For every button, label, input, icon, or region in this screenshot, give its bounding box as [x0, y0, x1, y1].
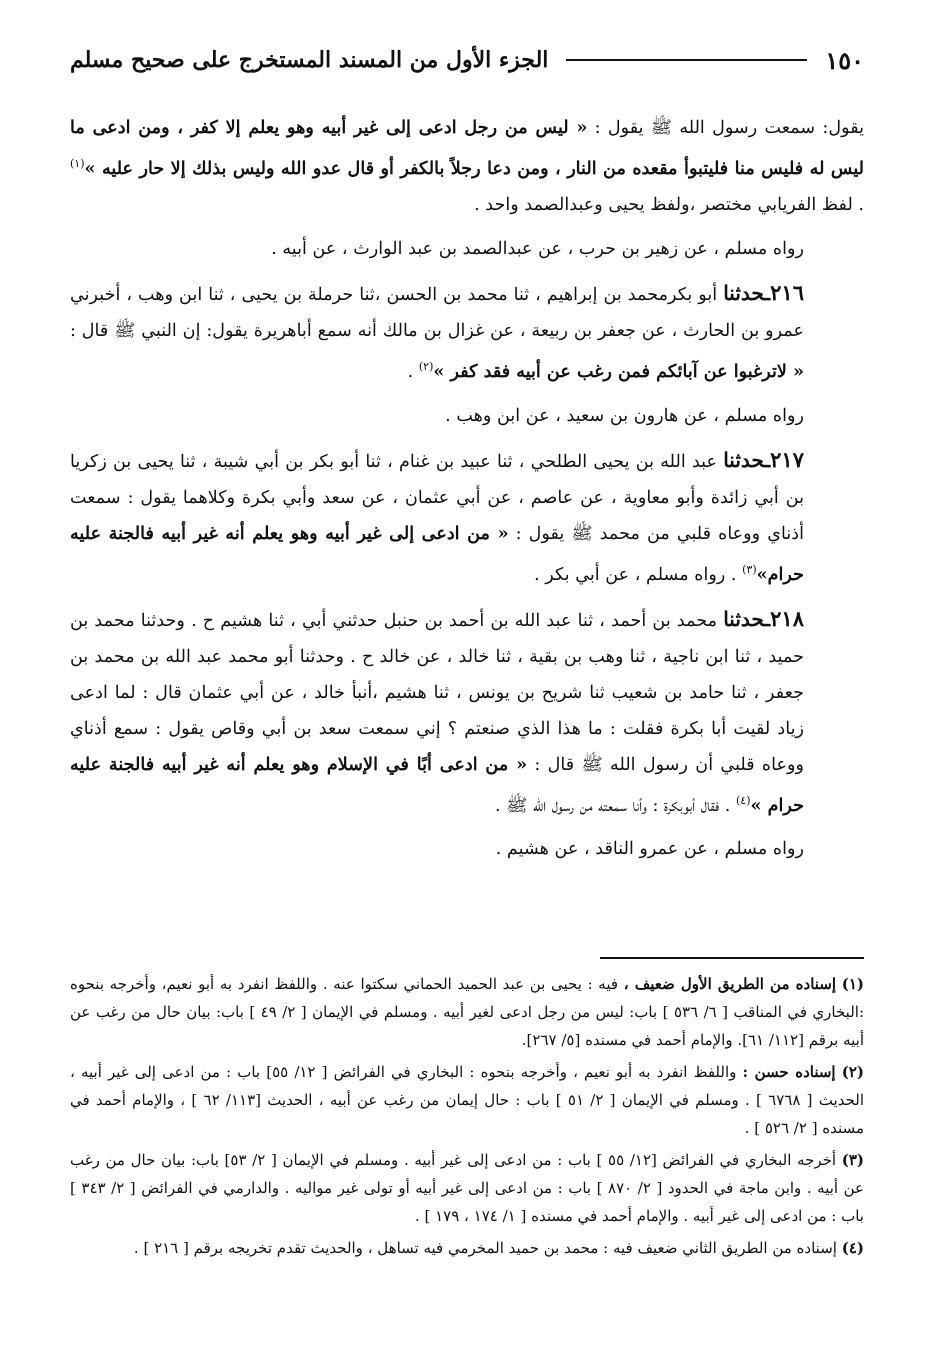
footnote-ref: (٢): [418, 359, 434, 373]
footnote-number: (٢): [841, 1063, 865, 1081]
riwayah-line: رواه مسلم ، عن هارون بن سعيد ، عن ابن وهب .: [445, 405, 804, 426]
footnote-3: [70, 1146, 864, 1230]
footnote-text: إسناده من الطريق الثاني ضعيف فيه : محمد بن حميد المخرمي فيه تساهل ، والحديث تقدم تخريجه برقم [ ٢١٦ ] .: [133, 1239, 837, 1257]
footnote-2: [70, 1058, 864, 1142]
text: . لفظ الفريابي مختصر ،ولفظ يحيى وعبدالصمد واحد .: [474, 194, 864, 215]
hadith-matn: « ليس من رجل ادعى إلى غير أبيه وهو يعلم إلا كفر ، ومن ادعى ما ليس له فليس منا فليتبوأ مقعده من النار ، ومن دعا رجلاً بالكفر أو قال عدو الله وليس بذلك إلا حار عليه »: [70, 117, 864, 179]
footnote-number: (٤): [841, 1239, 864, 1257]
header-rule: [566, 59, 807, 61]
footnote-grading: إسناده حسن :: [742, 1063, 836, 1081]
page-header: [70, 40, 864, 80]
hadith-number: ٢١٦: [770, 279, 804, 305]
footnote-text: فيه : يحيى بن عبد الحميد الحماني سكتوا عنه . واللفظ انفرد به أبو نعيم، وأخرجه بنحوه :البخاري في المناقب [ ٦/ ٥٣٦ ] باب: ليس من رجل ادعى لغير أبيه . ومسلم في الإيمان [ ٢/ ٤٩ ] باب: بيان حال من رغب عن أبيه برقم [١١٢/ ٦١]. والإمام أحمد في مسنده [٥/ ٢٦٧].: [70, 975, 864, 1049]
footnote-grading: إسناده من الطريق الأول ضعيف ،: [623, 975, 837, 993]
footnote-ref: (١): [70, 157, 85, 170]
footnote-separator: [600, 957, 864, 959]
page-number: ١٥٠: [825, 45, 864, 75]
isnad: محمد بن أحمد ، ثنا عبد الله بن أحمد بن حنبل حدثني أبي ، ثنا هشيم ح . وحدثنا محمد بن حميد ، ثنا ابن ناجية ، ثنا وهب بن بقية ، ثنا خالد ، عن خالد ح . وحدثنا أبو محمد عبد الله بن محمد بن جعفر ، ثنا حامد بن شعيب ثنا شريح بن يونس ، ثنا هشيم ،أنبأ خالد ، عن أبي عثمان قال : لما ادعى زياد لقيت أبا بكرة فقلت : ما هذا الذي صنعتم ؟ إني سمعت سعد بن أبي وقاص يقول : سمع أذناي ووعاه قلبي أن رسول الله ﷺ قال :: [70, 610, 804, 775]
running-title: الجزء الأول من المسند المستخرج على صحيح مسلم: [70, 47, 549, 73]
haddathana-keyword: ـحدثنا: [723, 280, 771, 305]
footnote-text: أخرجه البخاري في الفرائض [١٢/ ٥٥ ] باب : من ادعى إلى غير أبيه . ومسلم في الإيمان [ ٢/ ٥٣] باب: بيان حال من رغب عن أبيه . وابن ماجة في الحدود [ ٢/ ٨٧٠ ] باب : من ادعى إلى غير أبيه أو تولى غير مواليه . والدارمي في الفرائض [ ٢/ ٣٤٣ ] باب : من ادعى إلى غير أبيه . والإمام أحمد في مسنده [ ١/ ١٧٤ ، ١٧٩ ] .: [70, 1151, 865, 1225]
footnote-number: (١): [841, 975, 865, 993]
paragraph-continuation: [70, 110, 864, 223]
riwayah-line: رواه مسلم ، عن زهير بن حرب ، عن عبدالصمد بن عبد الوارث ، عن أبيه .: [271, 238, 804, 259]
footnote-number: (٣): [841, 1151, 865, 1169]
main-text: [70, 110, 864, 867]
footnotes: [70, 970, 864, 1266]
text: . رواه مسلم ، عن أبي بكر .: [534, 564, 743, 585]
text: . فقال أبوبكرة : وأنا سمعته من رسول الله ﷺ .: [494, 795, 736, 816]
footnote-ref: (٤): [735, 793, 751, 807]
riwayah-line: رواه مسلم ، عن عمرو الناقد ، عن هشيم .: [495, 839, 804, 860]
text: يقول: سمعت رسول الله ﷺ يقول :: [587, 118, 864, 138]
hadith-216: [70, 275, 864, 390]
hadith-217: [70, 442, 864, 593]
footnote-ref: (٣): [742, 562, 757, 576]
hadith-matn: « لاترغبوا عن آبائكم فمن رغب عن أبيه فقد كفر »: [433, 360, 804, 382]
footnote-4: [70, 1234, 864, 1262]
isnad: أبو بكرمحمد بن إبراهيم ، ثنا محمد بن الحسن ،ثنا حرملة بن يحيى ، ثنا ابن وهب ، أخبرني عمرو بن الحارث ، عن جعفر بن ربيعة ، عن غزال بن مالك أنه سمع أباهريرة يقول: إن النبي ﷺ قال :: [70, 284, 804, 341]
footnote-text: واللفظ انفرد به أبو نعيم ، وأخرجه بنحوه : البخاري في الفرائض [ ١٢/ ٥٥] باب : من ادعى إلى غير أبيه ، الحديث [ ٦٧٦٨ ] . ومسلم في الإيمان [ ٢/ ٥١ ] باب : حال إيمان من رغب عن أبيه ، الحديث [١١٣/ ٦٢ ] ، والإمام أحمد في مسنده [ ٢/ ٥٢٦ ] .: [70, 1063, 864, 1137]
haddathana-keyword: ـحدثنا: [723, 606, 771, 631]
isnad: عبد الله بن يحيى الطلحي ، ثنا عبيد بن غنام ، ثنا أبو بكر بن أبي شيبة ، ثنا يحيى بن زكريا بن أبي زائدة وأبو معاوية ، عن عاصم ، عن أبي عثمان ، عن سعد وأبي بكرة وكلاهما يقول : سمعت أذناي ووعاه قلبي من محمد ﷺ يقول :: [70, 451, 804, 544]
hadith-number: ٢١٧: [770, 446, 804, 472]
text: .: [407, 361, 419, 382]
haddathana-keyword: ـحدثنا: [723, 447, 771, 472]
hadith-number: ٢١٨: [770, 605, 804, 631]
hadith-matn: « من ادعى إلى غير أبيه وهو يعلم أنه غير أبيه فالجنة عليه حرام»: [70, 522, 804, 585]
footnote-1: [70, 970, 864, 1054]
hadith-matn: « من ادعى أبًا في الإسلام وهو يعلم أنه غير أبيه فالجنة عليه حرام »: [70, 753, 804, 816]
hadith-218: [70, 601, 864, 824]
